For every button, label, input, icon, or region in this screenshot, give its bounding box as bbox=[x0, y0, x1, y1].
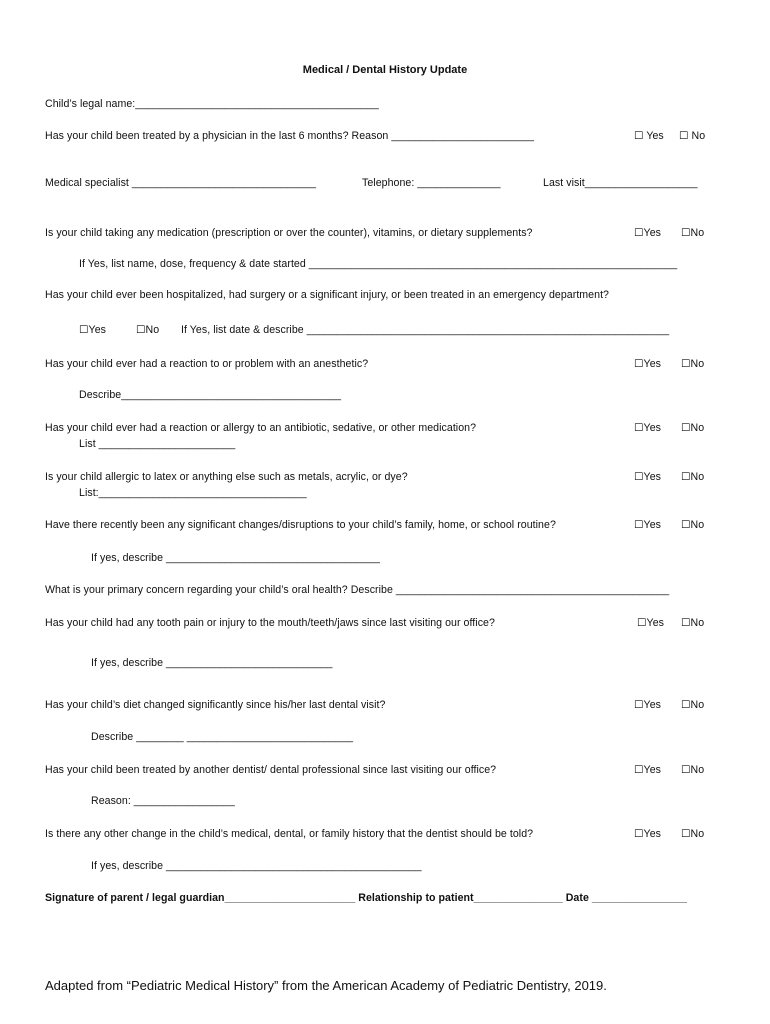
tooth-pain-yes-checkbox[interactable]: ☐Yes bbox=[637, 617, 664, 629]
anesthetic-yes-checkbox[interactable]: ☐Yes bbox=[634, 358, 661, 370]
latex-list-field[interactable]: List:___________________________________ bbox=[79, 487, 307, 499]
hospitalized-details-field[interactable]: If Yes, list date & describe _____________________________________________________________ bbox=[181, 324, 670, 336]
latex-yes-checkbox[interactable]: ☐Yes bbox=[634, 471, 661, 483]
question-tooth-pain: Has your child had any tooth pain or injury to the mouth/teeth/jaws since last visiting our office? bbox=[45, 617, 495, 629]
latex-no-checkbox[interactable]: ☐No bbox=[681, 471, 705, 483]
last-visit-field[interactable]: Last visit___________________ bbox=[543, 177, 698, 189]
changes-yes-checkbox[interactable]: ☐Yes bbox=[634, 519, 661, 531]
question-medication: Is your child taking any medication (prescription or over the counter), vitamins, or dietary supplements? bbox=[45, 227, 533, 239]
allergy-medication-list-field[interactable]: List _______________________ bbox=[79, 438, 236, 450]
medical-specialist-field[interactable]: Medical specialist _______________________________ bbox=[45, 177, 317, 189]
tooth-pain-no-checkbox[interactable]: ☐No bbox=[681, 617, 705, 629]
other-change-describe-field[interactable]: If yes, describe ___________________________________________ bbox=[91, 860, 422, 872]
medication-yes-checkbox[interactable]: ☐Yes bbox=[634, 227, 661, 239]
question-diet: Has your child’s diet changed significantly since his/her last dental visit? bbox=[45, 699, 386, 711]
tooth-pain-describe-field[interactable]: If yes, describe ____________________________ bbox=[91, 657, 333, 669]
diet-describe-field[interactable]: Describe ________ ____________________________ bbox=[91, 731, 354, 743]
page-title: Medical / Dental History Update bbox=[302, 64, 468, 76]
question-changes: Have there recently been any significant changes/disruptions to your child’s family, home, or school routine? bbox=[45, 519, 556, 531]
question-physician: Has your child been treated by a physician in the last 6 months? Reason ________________________ bbox=[45, 130, 534, 142]
question-hospitalized: Has your child ever been hospitalized, had surgery or a significant injury, or been treated in an emergency department? bbox=[45, 289, 610, 301]
childs-name-field[interactable]: Child’s legal name:_________________________________________ bbox=[45, 98, 379, 110]
diet-no-checkbox[interactable]: ☐No bbox=[681, 699, 705, 711]
primary-concern-field[interactable]: What is your primary concern regarding your child’s oral health? Describe ______________________________________________ bbox=[45, 584, 670, 596]
question-anesthetic: Has your child ever had a reaction to or problem with an anesthetic? bbox=[45, 358, 369, 370]
question-other-dentist: Has your child been treated by another dentist/ dental professional since last visiting our office? bbox=[45, 764, 497, 776]
other-dentist-no-checkbox[interactable]: ☐No bbox=[681, 764, 705, 776]
hospitalized-no-checkbox[interactable]: ☐No bbox=[136, 324, 160, 336]
medication-no-checkbox[interactable]: ☐No bbox=[681, 227, 705, 239]
medication-list-field[interactable]: If Yes, list name, dose, frequency & date started ______________________________________________________________ bbox=[79, 258, 678, 270]
other-change-yes-checkbox[interactable]: ☐Yes bbox=[634, 828, 661, 840]
question-latex: Is your child allergic to latex or anything else such as metals, acrylic, or dye? bbox=[45, 471, 408, 483]
changes-no-checkbox[interactable]: ☐No bbox=[681, 519, 705, 531]
diet-yes-checkbox[interactable]: ☐Yes bbox=[634, 699, 661, 711]
changes-describe-field[interactable]: If yes, describe ____________________________________ bbox=[91, 552, 380, 564]
other-dentist-yes-checkbox[interactable]: ☐Yes bbox=[634, 764, 661, 776]
physician-yes-checkbox[interactable]: ☐ Yes bbox=[634, 130, 664, 142]
other-dentist-reason-field[interactable]: Reason: _________________ bbox=[91, 795, 235, 807]
other-change-no-checkbox[interactable]: ☐No bbox=[681, 828, 705, 840]
question-allergy-medication: Has your child ever had a reaction or allergy to an antibiotic, sedative, or other medication? bbox=[45, 422, 477, 434]
telephone-field[interactable]: Telephone: ______________ bbox=[362, 177, 501, 189]
anesthetic-no-checkbox[interactable]: ☐No bbox=[681, 358, 705, 370]
allergy-medication-yes-checkbox[interactable]: ☐Yes bbox=[634, 422, 661, 434]
footer-citation: Adapted from “Pediatric Medical History” from the American Academy of Pediatric Dentistry, 2019. bbox=[45, 978, 607, 993]
signature-line[interactable]: Signature of parent / legal guardian______________________ Relationship to patient_______________ Date ________________ bbox=[45, 892, 687, 904]
question-other-change: Is there any other change in the child’s medical, dental, or family history that the dentist should be told? bbox=[45, 828, 534, 840]
allergy-medication-no-checkbox[interactable]: ☐No bbox=[681, 422, 705, 434]
physician-no-checkbox[interactable]: ☐ No bbox=[679, 130, 706, 142]
anesthetic-describe-field[interactable]: Describe_____________________________________ bbox=[79, 389, 342, 401]
hospitalized-yes-checkbox[interactable]: ☐Yes bbox=[79, 324, 106, 336]
